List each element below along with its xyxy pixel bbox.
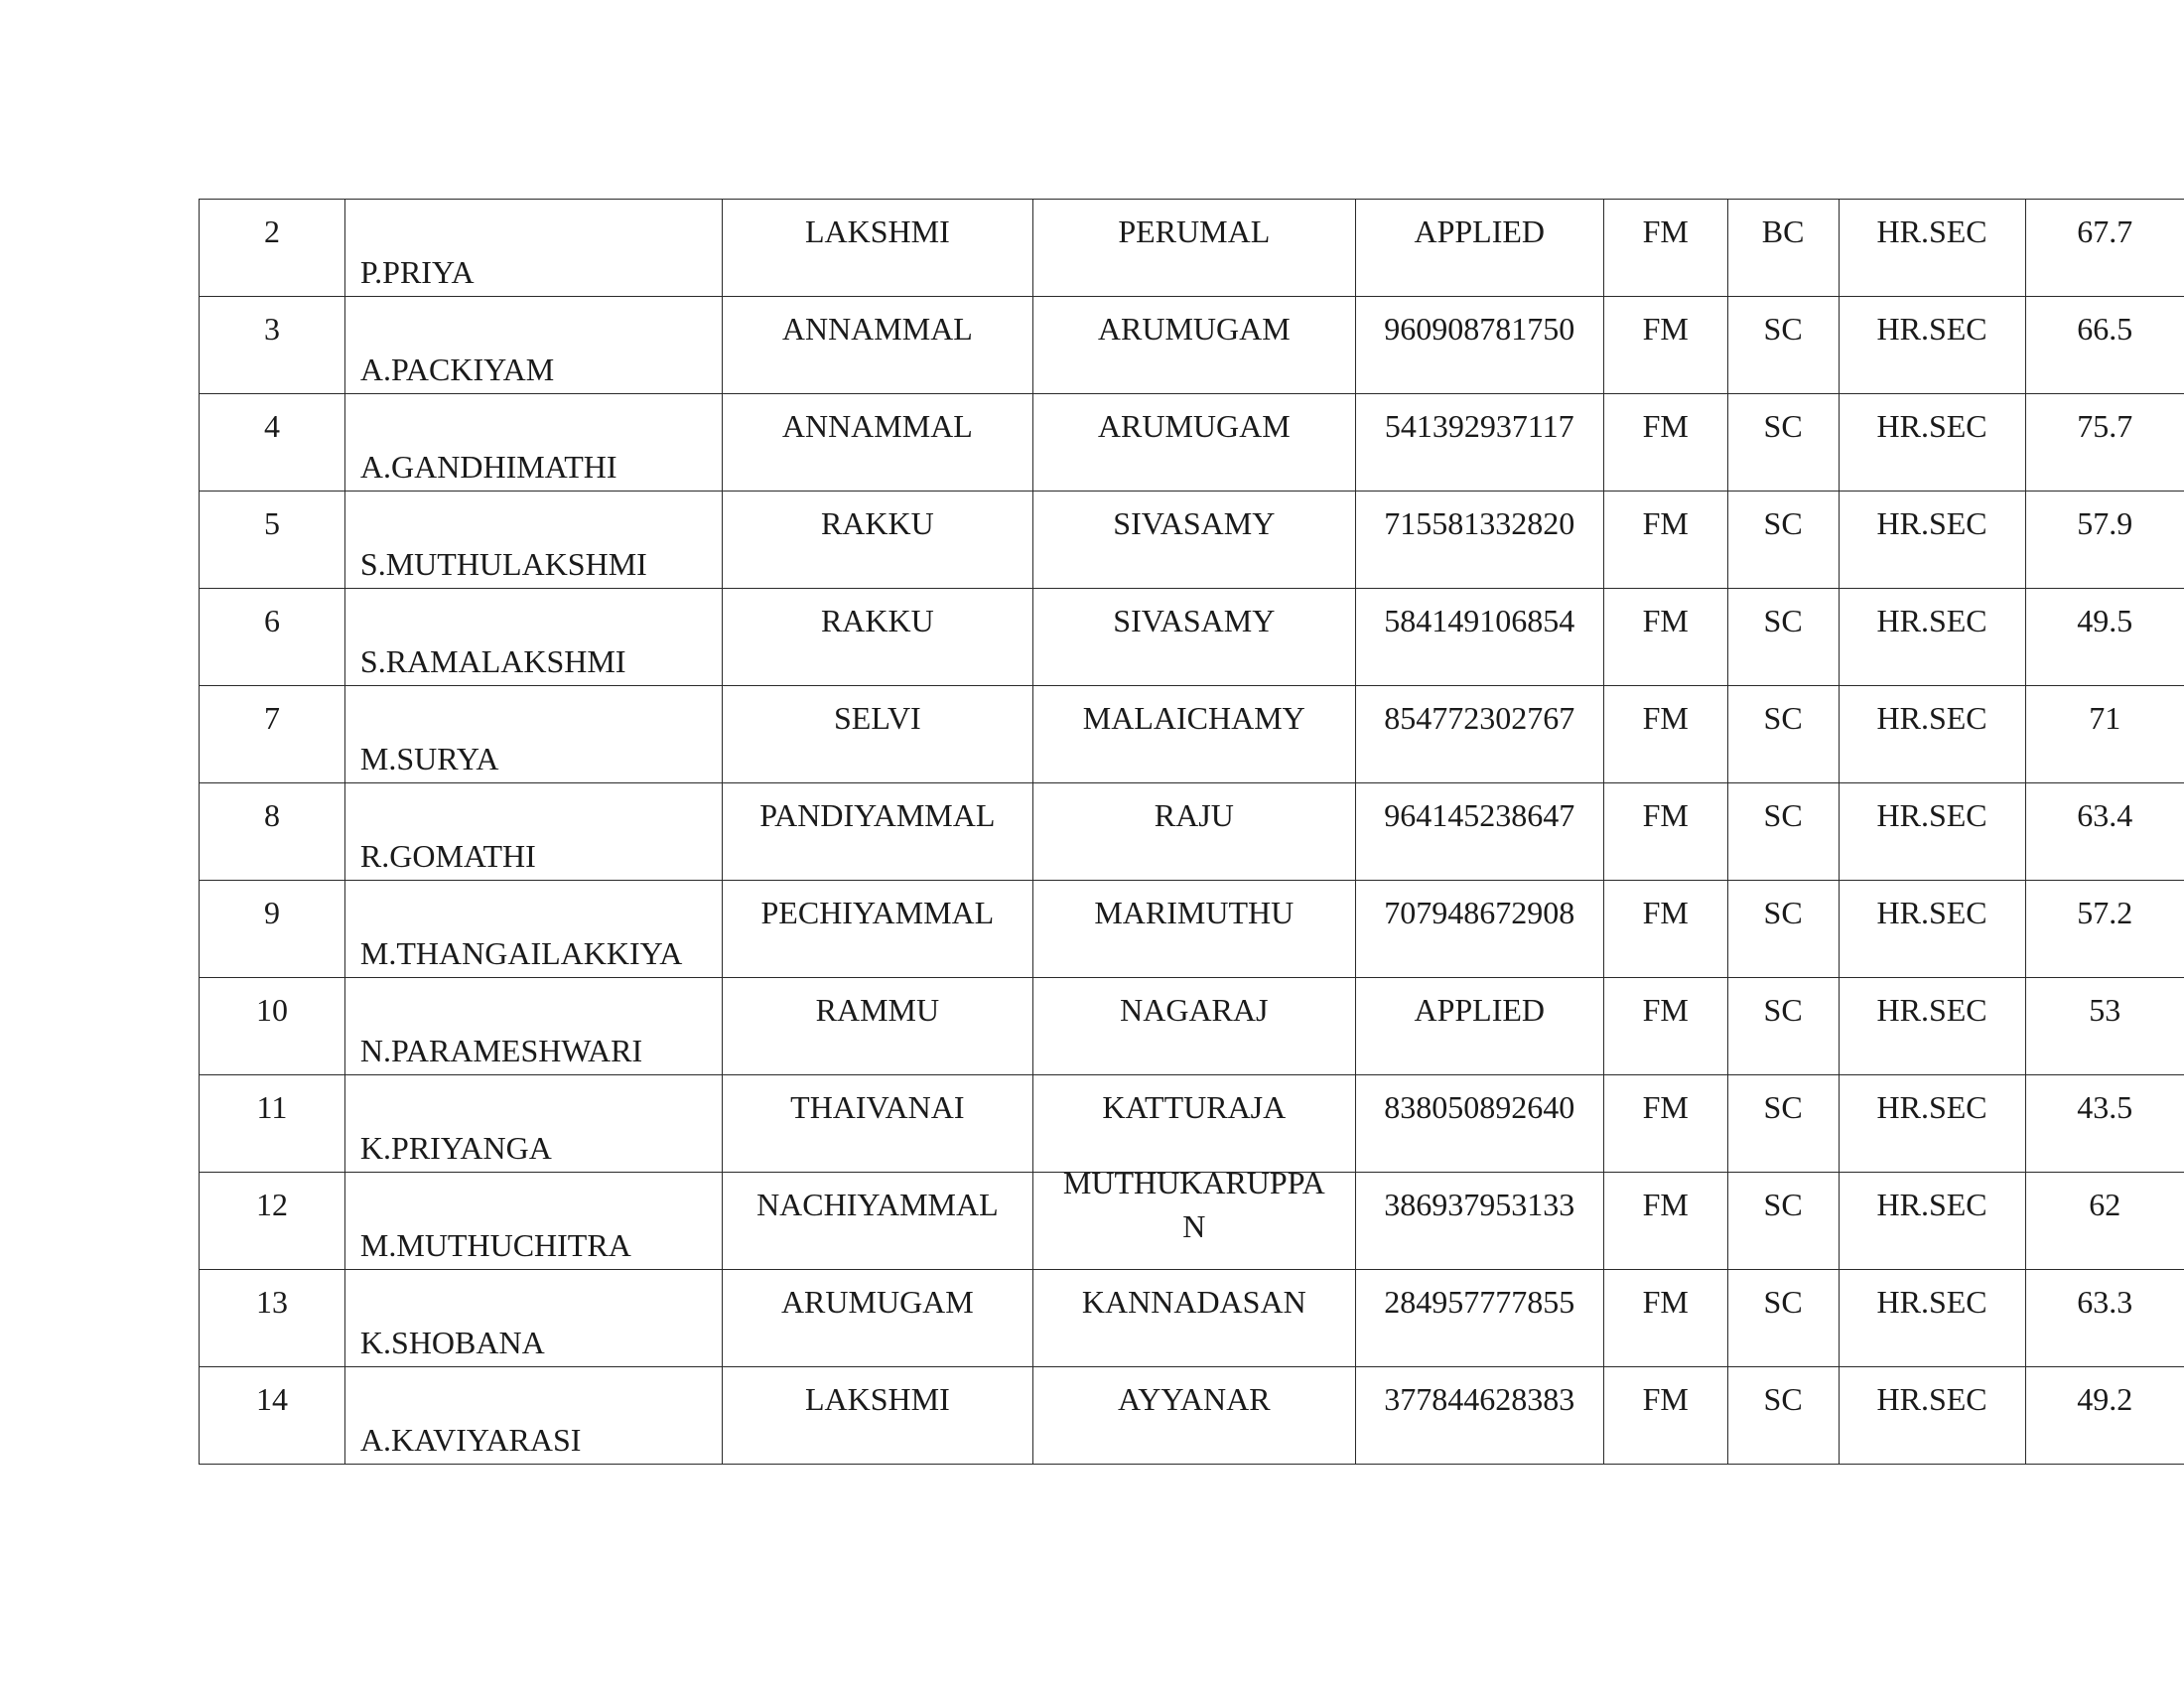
- cell-father-name: [1032, 1075, 1355, 1173]
- cell-qualification: [1839, 297, 2025, 394]
- cell-father-name: [1032, 1270, 1355, 1367]
- cell-father-name-text: MUTHUKARUPPA N: [1062, 1165, 1325, 1244]
- cell-community-text: SC: [1763, 1088, 1803, 1125]
- cell-qualification: [1839, 1367, 2025, 1465]
- cell-mark-percentage-text: 71: [2089, 699, 2121, 736]
- cell-qualification-text: HR.SEC: [1876, 1186, 1987, 1222]
- cell-mother-name: [722, 1270, 1032, 1367]
- table-row: [200, 1367, 2184, 1465]
- cell-serial-number-text: 13: [255, 1283, 288, 1320]
- cell-qualification-text: HR.SEC: [1876, 1088, 1987, 1125]
- cell-aadhaar-number-text: 838050892640: [1384, 1088, 1575, 1125]
- cell-serial-number: [200, 978, 345, 1075]
- cell-father-name-text: PERUMAL: [1118, 212, 1271, 249]
- cell-mark-percentage: [2025, 394, 2184, 492]
- cell-student-name: [344, 492, 722, 589]
- cell-aadhaar-number: [1355, 881, 1603, 978]
- cell-qualification-text: HR.SEC: [1876, 310, 1987, 347]
- cell-gender-text: FM: [1642, 796, 1689, 833]
- cell-mark-percentage: [2025, 1270, 2184, 1367]
- cell-mother-name: [722, 783, 1032, 881]
- cell-mark-percentage: [2025, 783, 2184, 881]
- cell-community: [1727, 1270, 1839, 1367]
- cell-gender: [1603, 686, 1727, 783]
- cell-mother-name-text: LAKSHMI: [804, 1380, 950, 1417]
- cell-mark-percentage: [2025, 881, 2184, 978]
- cell-student-name: [344, 589, 722, 686]
- cell-father-name-text: MARIMUTHU: [1094, 894, 1295, 930]
- cell-mark-percentage: [2025, 686, 2184, 783]
- cell-gender: [1603, 783, 1727, 881]
- cell-serial-number: [200, 1173, 345, 1270]
- table-row: [200, 978, 2184, 1075]
- cell-mother-name-text: ANNAMMAL: [781, 407, 973, 444]
- cell-father-name-text: SIVASAMY: [1113, 504, 1276, 541]
- cell-community-text: SC: [1763, 310, 1803, 347]
- cell-qualification: [1839, 492, 2025, 589]
- cell-mark-percentage-text: 57.9: [2077, 504, 2133, 541]
- cell-qualification-text: HR.SEC: [1876, 1283, 1987, 1320]
- cell-qualification-text: HR.SEC: [1876, 796, 1987, 833]
- cell-student-name: [344, 1173, 722, 1270]
- cell-aadhaar-number: [1355, 394, 1603, 492]
- cell-qualification-text: HR.SEC: [1876, 407, 1987, 444]
- cell-community: [1727, 978, 1839, 1075]
- cell-qualification: [1839, 978, 2025, 1075]
- cell-community-text: SC: [1763, 1380, 1803, 1417]
- cell-mother-name-text: PANDIYAMMAL: [759, 796, 996, 833]
- cell-aadhaar-number-text: 377844628383: [1384, 1380, 1575, 1417]
- cell-aadhaar-number-text: 707948672908: [1384, 894, 1575, 930]
- cell-community: [1727, 783, 1839, 881]
- cell-gender: [1603, 297, 1727, 394]
- cell-qualification-text: HR.SEC: [1876, 1380, 1987, 1417]
- cell-student-name-text: R.GOMATHI: [359, 837, 536, 874]
- cell-gender-text: FM: [1642, 310, 1689, 347]
- cell-aadhaar-number: [1355, 492, 1603, 589]
- table-row: [200, 589, 2184, 686]
- cell-student-name-text: M.SURYA: [359, 740, 499, 776]
- cell-community-text: SC: [1763, 894, 1803, 930]
- cell-mother-name: [722, 589, 1032, 686]
- cell-mark-percentage: [2025, 1075, 2184, 1173]
- cell-gender-text: FM: [1642, 1283, 1689, 1320]
- cell-student-name: [344, 200, 722, 297]
- cell-father-name-text: KATTURAJA: [1102, 1088, 1287, 1125]
- cell-student-name: [344, 881, 722, 978]
- cell-aadhaar-number: [1355, 978, 1603, 1075]
- cell-serial-number-text: 7: [263, 699, 280, 736]
- cell-student-name: [344, 978, 722, 1075]
- cell-gender: [1603, 394, 1727, 492]
- cell-aadhaar-number: [1355, 1173, 1603, 1270]
- cell-serial-number-text: 10: [255, 991, 288, 1028]
- table-row: [200, 200, 2184, 297]
- cell-father-name-text: NAGARAJ: [1120, 991, 1269, 1028]
- cell-father-name: [1032, 686, 1355, 783]
- cell-community: [1727, 1367, 1839, 1465]
- cell-aadhaar-number: [1355, 686, 1603, 783]
- cell-qualification: [1839, 783, 2025, 881]
- cell-father-name: [1032, 881, 1355, 978]
- cell-father-name-text: MALAICHAMY: [1082, 699, 1305, 736]
- cell-mother-name-text: SELVI: [833, 699, 921, 736]
- cell-qualification-text: HR.SEC: [1876, 894, 1987, 930]
- cell-mother-name-text: RAKKU: [820, 504, 934, 541]
- cell-serial-number-text: 11: [256, 1088, 288, 1125]
- cell-student-name: [344, 297, 722, 394]
- cell-mark-percentage-text: 63.3: [2077, 1283, 2133, 1320]
- cell-community: [1727, 394, 1839, 492]
- cell-student-name: [344, 394, 722, 492]
- cell-gender: [1603, 1075, 1727, 1173]
- table-row: [200, 297, 2184, 394]
- cell-community: [1727, 1173, 1839, 1270]
- cell-community-text: SC: [1763, 602, 1803, 638]
- cell-father-name-text: ARUMUGAM: [1097, 407, 1291, 444]
- cell-gender-text: FM: [1642, 699, 1689, 736]
- cell-aadhaar-number: [1355, 1270, 1603, 1367]
- cell-father-name-text: KANNADASAN: [1081, 1283, 1306, 1320]
- table-row: [200, 783, 2184, 881]
- cell-gender: [1603, 1367, 1727, 1465]
- table-row: [200, 492, 2184, 589]
- cell-qualification: [1839, 881, 2025, 978]
- cell-mother-name: [722, 978, 1032, 1075]
- cell-qualification-text: HR.SEC: [1876, 602, 1987, 638]
- cell-mother-name: [722, 1173, 1032, 1270]
- cell-serial-number: [200, 200, 345, 297]
- cell-aadhaar-number-text: 541392937117: [1384, 407, 1574, 444]
- cell-serial-number: [200, 589, 345, 686]
- cell-aadhaar-number-text: 284957777855: [1384, 1283, 1575, 1320]
- cell-mark-percentage-text: 75.7: [2077, 407, 2133, 444]
- cell-serial-number: [200, 297, 345, 394]
- cell-community-text: SC: [1763, 407, 1803, 444]
- cell-mother-name-text: LAKSHMI: [804, 212, 950, 249]
- cell-mother-name-text: ARUMUGAM: [780, 1283, 974, 1320]
- cell-gender: [1603, 1173, 1727, 1270]
- cell-serial-number: [200, 492, 345, 589]
- cell-student-name-text: S.RAMALAKSHMI: [359, 642, 626, 679]
- cell-aadhaar-number-text: APPLIED: [1414, 212, 1546, 249]
- table-row: [200, 686, 2184, 783]
- cell-aadhaar-number-text: 854772302767: [1384, 699, 1575, 736]
- cell-student-name-text: A.PACKIYAM: [359, 351, 555, 387]
- cell-community-text: BC: [1761, 212, 1805, 249]
- cell-father-name: [1032, 200, 1355, 297]
- cell-father-name-text: ARUMUGAM: [1097, 310, 1291, 347]
- cell-student-name-text: K.SHOBANA: [359, 1324, 545, 1360]
- cell-mark-percentage-text: 66.5: [2077, 310, 2133, 347]
- cell-gender-text: FM: [1642, 407, 1689, 444]
- cell-father-name-text: SIVASAMY: [1113, 602, 1276, 638]
- cell-serial-number: [200, 1367, 345, 1465]
- cell-mother-name: [722, 394, 1032, 492]
- cell-mother-name-text: PECHIYAMMAL: [760, 894, 995, 930]
- cell-aadhaar-number: [1355, 589, 1603, 686]
- cell-mother-name: [722, 1367, 1032, 1465]
- cell-student-name: [344, 783, 722, 881]
- cell-mark-percentage-text: 49.2: [2077, 1380, 2133, 1417]
- cell-qualification: [1839, 686, 2025, 783]
- cell-serial-number-text: 9: [263, 894, 280, 930]
- cell-father-name: [1032, 1165, 1355, 1270]
- cell-aadhaar-number: [1355, 200, 1603, 297]
- cell-serial-number: [200, 1270, 345, 1367]
- cell-serial-number-text: 14: [255, 1380, 288, 1417]
- cell-serial-number-text: 12: [255, 1186, 288, 1222]
- cell-mark-percentage: [2025, 492, 2184, 589]
- cell-gender-text: FM: [1642, 1088, 1689, 1125]
- cell-mother-name-text: THAIVANAI: [790, 1088, 965, 1125]
- cell-community-text: SC: [1763, 504, 1803, 541]
- cell-mother-name-text: RAMMU: [815, 991, 940, 1028]
- table-row: [200, 394, 2184, 492]
- cell-qualification: [1839, 200, 2025, 297]
- cell-aadhaar-number-text: 964145238647: [1384, 796, 1575, 833]
- cell-mark-percentage-text: 43.5: [2077, 1088, 2133, 1125]
- cell-serial-number-text: 5: [263, 504, 280, 541]
- cell-community: [1727, 881, 1839, 978]
- cell-father-name: [1032, 978, 1355, 1075]
- cell-mother-name: [722, 881, 1032, 978]
- cell-father-name: [1032, 492, 1355, 589]
- cell-student-name: [344, 1075, 722, 1173]
- cell-aadhaar-number-text: 715581332820: [1384, 504, 1575, 541]
- cell-community: [1727, 200, 1839, 297]
- cell-community: [1727, 297, 1839, 394]
- cell-mother-name: [722, 492, 1032, 589]
- cell-gender: [1603, 492, 1727, 589]
- cell-mark-percentage: [2025, 589, 2184, 686]
- cell-mark-percentage: [2025, 1367, 2184, 1465]
- cell-gender-text: FM: [1642, 991, 1689, 1028]
- cell-qualification-text: HR.SEC: [1876, 504, 1987, 541]
- cell-community-text: SC: [1763, 699, 1803, 736]
- beneficiary-table: [199, 199, 2184, 1465]
- cell-serial-number: [200, 686, 345, 783]
- table-body: [200, 200, 2184, 1465]
- cell-father-name: [1032, 394, 1355, 492]
- cell-gender: [1603, 978, 1727, 1075]
- cell-mother-name-text: NACHIYAMMAL: [756, 1186, 999, 1222]
- cell-student-name-text: K.PRIYANGA: [359, 1129, 552, 1166]
- cell-aadhaar-number-text: 584149106854: [1384, 602, 1575, 638]
- cell-qualification: [1839, 1173, 2025, 1270]
- cell-father-name: [1032, 783, 1355, 881]
- cell-qualification: [1839, 589, 2025, 686]
- cell-mother-name: [722, 200, 1032, 297]
- cell-aadhaar-number-text: 386937953133: [1384, 1186, 1575, 1222]
- cell-mother-name-text: ANNAMMAL: [781, 310, 973, 347]
- cell-mark-percentage: [2025, 1173, 2184, 1270]
- cell-mother-name: [722, 686, 1032, 783]
- cell-mother-name: [722, 297, 1032, 394]
- cell-mark-percentage-text: 57.2: [2077, 894, 2133, 930]
- cell-community: [1727, 492, 1839, 589]
- table-row: [200, 881, 2184, 978]
- cell-student-name-text: P.PRIYA: [359, 253, 475, 290]
- cell-aadhaar-number: [1355, 1367, 1603, 1465]
- cell-father-name: [1032, 589, 1355, 686]
- cell-student-name-text: A.GANDHIMATHI: [359, 448, 617, 485]
- cell-community-text: SC: [1763, 796, 1803, 833]
- cell-qualification: [1839, 1075, 2025, 1173]
- cell-mark-percentage-text: 67.7: [2077, 212, 2133, 249]
- cell-gender-text: FM: [1642, 894, 1689, 930]
- cell-mark-percentage-text: 49.5: [2077, 602, 2133, 638]
- cell-mark-percentage: [2025, 978, 2184, 1075]
- cell-serial-number: [200, 783, 345, 881]
- cell-aadhaar-number: [1355, 783, 1603, 881]
- cell-gender: [1603, 589, 1727, 686]
- cell-community-text: SC: [1763, 991, 1803, 1028]
- cell-gender-text: FM: [1642, 1186, 1689, 1222]
- cell-qualification-text: HR.SEC: [1876, 699, 1987, 736]
- cell-student-name-text: M.MUTHUCHITRA: [359, 1226, 631, 1263]
- cell-mother-name: [722, 1075, 1032, 1173]
- cell-gender: [1603, 1270, 1727, 1367]
- cell-student-name-text: A.KAVIYARASI: [359, 1421, 582, 1458]
- cell-mark-percentage: [2025, 200, 2184, 297]
- cell-father-name: [1032, 1367, 1355, 1465]
- cell-mark-percentage-text: 62: [2089, 1186, 2121, 1222]
- cell-father-name-text: AYYANAR: [1118, 1380, 1271, 1417]
- cell-gender-text: FM: [1642, 212, 1689, 249]
- cell-student-name-text: M.THANGAILAKKIYA: [359, 934, 683, 971]
- cell-serial-number-text: 6: [263, 602, 280, 638]
- cell-qualification-text: HR.SEC: [1876, 991, 1987, 1028]
- cell-student-name-text: N.PARAMESHWARI: [359, 1032, 643, 1068]
- table-row: [200, 1173, 2184, 1270]
- cell-serial-number: [200, 394, 345, 492]
- cell-gender-text: FM: [1642, 1380, 1689, 1417]
- cell-serial-number: [200, 1075, 345, 1173]
- cell-aadhaar-number-text: 960908781750: [1384, 310, 1575, 347]
- cell-community-text: SC: [1763, 1283, 1803, 1320]
- cell-qualification-text: HR.SEC: [1876, 212, 1987, 249]
- cell-student-name: [344, 1367, 722, 1465]
- cell-gender-text: FM: [1642, 504, 1689, 541]
- cell-mark-percentage-text: 63.4: [2077, 796, 2133, 833]
- cell-mother-name-text: RAKKU: [820, 602, 934, 638]
- cell-mark-percentage: [2025, 297, 2184, 394]
- cell-student-name: [344, 1270, 722, 1367]
- cell-serial-number-text: 3: [263, 310, 280, 347]
- cell-community: [1727, 589, 1839, 686]
- cell-serial-number-text: 2: [263, 212, 280, 249]
- cell-aadhaar-number: [1355, 297, 1603, 394]
- cell-father-name-text: RAJU: [1154, 796, 1234, 833]
- table-row: [200, 1270, 2184, 1367]
- cell-community: [1727, 686, 1839, 783]
- cell-serial-number-text: 4: [263, 407, 280, 444]
- table-row: [200, 1075, 2184, 1173]
- cell-qualification: [1839, 1270, 2025, 1367]
- cell-aadhaar-number-text: APPLIED: [1414, 991, 1546, 1028]
- cell-aadhaar-number: [1355, 1075, 1603, 1173]
- cell-community-text: SC: [1763, 1186, 1803, 1222]
- cell-qualification: [1839, 394, 2025, 492]
- cell-gender-text: FM: [1642, 602, 1689, 638]
- cell-serial-number-text: 8: [263, 796, 280, 833]
- cell-gender: [1603, 200, 1727, 297]
- cell-mark-percentage-text: 53: [2089, 991, 2121, 1028]
- cell-student-name-text: S.MUTHULAKSHMI: [359, 545, 647, 582]
- cell-community: [1727, 1075, 1839, 1173]
- cell-student-name: [344, 686, 722, 783]
- cell-serial-number: [200, 881, 345, 978]
- cell-gender: [1603, 881, 1727, 978]
- cell-father-name: [1032, 297, 1355, 394]
